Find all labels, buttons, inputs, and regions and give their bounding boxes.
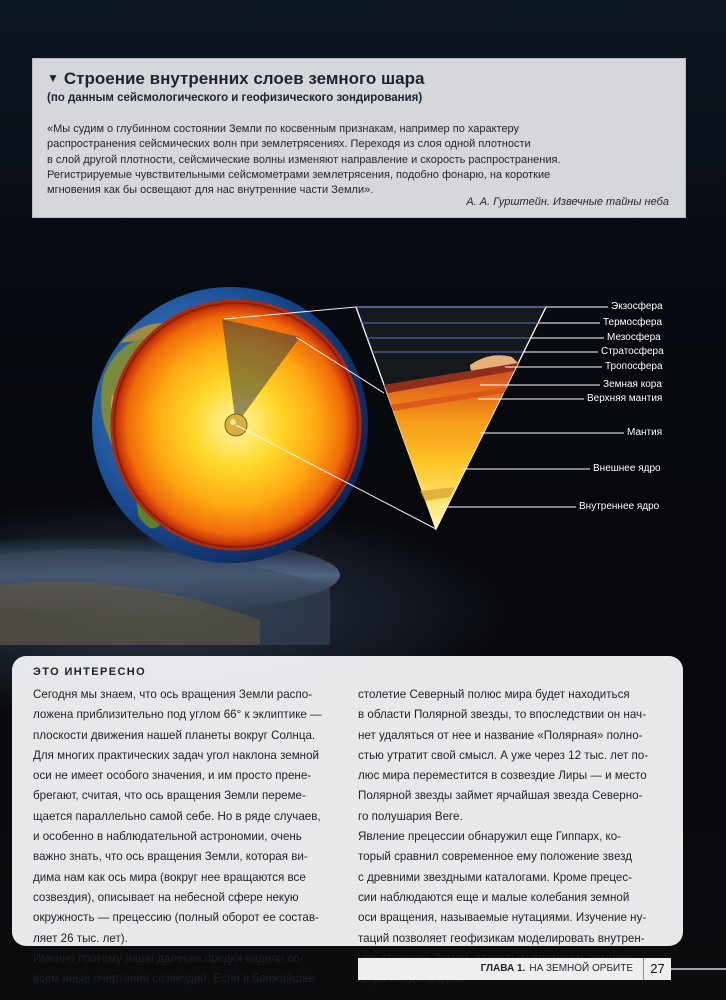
text-line: Полярной звезды займет ярчайшая звезда Северно- xyxy=(358,789,643,803)
text-line: го полушария Веге. xyxy=(358,809,463,823)
quote-line: в слой другой плотности, сейсмические волны изменяют направление и скорость распространения. xyxy=(47,153,561,166)
text-line: важно знать, что ось вращения Земли, которая ви- xyxy=(33,850,308,864)
section-title-text: Строение внутренних слоев земного шара xyxy=(63,69,425,88)
quote-line: мгновения как бы освещают для нас внутренние части Земли». xyxy=(47,184,374,197)
label-crust: Земная кора xyxy=(603,379,662,390)
text-line: Именно поэтому наши далекие предки видели со- xyxy=(33,951,304,965)
text-line: созвездия), описывает на небесной сфере некую xyxy=(33,890,299,904)
text-line: и особенно в наблюдательной астрономии, очень xyxy=(33,830,302,844)
text-line: люс мира переместится в созвездие Лиры — и место xyxy=(358,769,647,783)
label-troposphere: Тропосфера xyxy=(605,361,663,372)
fact-column-right xyxy=(358,685,678,989)
earth-structure-illustration xyxy=(0,225,726,645)
label-inner-core: Внутреннее ядро xyxy=(579,501,660,512)
page-number: 27 xyxy=(643,958,671,980)
label-mesosphere: Мезосфера xyxy=(607,332,661,343)
text-line: Явление прецессии обнаружил еще Гиппарх, ко- xyxy=(358,830,622,844)
chapter-label: ГЛАВА 1. xyxy=(480,963,526,974)
chapter-title: НА ЗЕМНОЙ ОРБИТЕ xyxy=(529,963,633,974)
label-upper-mantle: Верхняя мантия xyxy=(587,393,663,404)
fact-column-left xyxy=(33,685,353,989)
text-line: плоскости движения нашей планеты вокруг Солнца. xyxy=(33,728,316,742)
text-line: сии наблюдаются еще и малые колебания земной xyxy=(358,890,630,904)
text-line: ляет 26 тыс. лет). xyxy=(33,931,128,945)
text-line: оси вращения, называемые нутациями. Изучение ну- xyxy=(358,911,647,925)
label-exosphere: Экзосфера xyxy=(611,301,663,312)
text-line: Сегодня мы знаем, что ось вращения Земли распо- xyxy=(33,688,313,701)
section-subtitle: (по данным сейсмологического и геофизического зондирования) xyxy=(47,92,423,104)
quote-text xyxy=(47,122,667,198)
running-footer xyxy=(358,958,643,980)
text-line: дима нам как ось мира (вокруг нее вращаются все xyxy=(33,870,306,884)
text-line: Для многих практических задач угол наклона земной xyxy=(33,748,320,762)
text-line: брегают, считая, что ось вращения Земли переме- xyxy=(33,789,306,803)
label-outer-core: Внешнее ядро xyxy=(593,463,661,474)
text-line: щается параллельно самой себе. Но в ряде случаев, xyxy=(33,809,321,823)
section-title xyxy=(47,69,424,89)
intro-box xyxy=(32,58,686,218)
quote-line: Регистрируемые чувствительными сейсмометрами землетрясения, подобно фонарю, на короткие xyxy=(47,168,551,181)
text-line: нет удаляться от нее и название «Полярная» полно- xyxy=(358,728,643,742)
text-line: торый сравнил современное ему положение звезд xyxy=(358,850,632,864)
triangle-marker-icon: ▼ xyxy=(47,71,59,85)
text-line: оси не имеет особого значения, и им просто прене- xyxy=(33,769,312,783)
quote-line: распространения сейсмических волн при землетрясениях. Переходя из слоя одной плотности xyxy=(47,138,531,151)
inner-core-highlight xyxy=(230,419,236,425)
text-line: стью утратит свой смысл. А уже через 12 тыс. лет по- xyxy=(358,748,649,762)
fact-heading: ЭТО ИНТЕРЕСНО xyxy=(33,666,147,678)
text-line: столетие Северный полюс мира будет находиться xyxy=(358,688,630,701)
text-line: таций позволяет геофизикам моделировать внутрен- xyxy=(358,931,645,945)
text-line: всем иные очертания созвездий. Если в ближайшее xyxy=(33,972,315,986)
text-line: ложена приблизительно под углом 66° к эклиптике — xyxy=(33,708,322,722)
quote-author: А. А. Гурштейн. Извечные тайны неба xyxy=(466,196,669,208)
text-line: окружность — прецессию (полный оборот ее состав- xyxy=(33,911,319,925)
earth-diagram-svg xyxy=(0,225,726,645)
label-stratosphere: Стратосфера xyxy=(601,346,664,357)
text-line: с древними звездными каталогами. Кроме прецес- xyxy=(358,870,633,884)
label-thermosphere: Термосфера xyxy=(603,317,663,328)
label-mantle: Мантия xyxy=(627,427,663,438)
quote-line: «Мы судим о глубинном состоянии Земли по косвенным признакам, например по характеру xyxy=(47,123,520,135)
text-line: в области Полярной звезды, то впоследствии он нач- xyxy=(358,708,646,722)
footer-rule xyxy=(671,968,726,970)
